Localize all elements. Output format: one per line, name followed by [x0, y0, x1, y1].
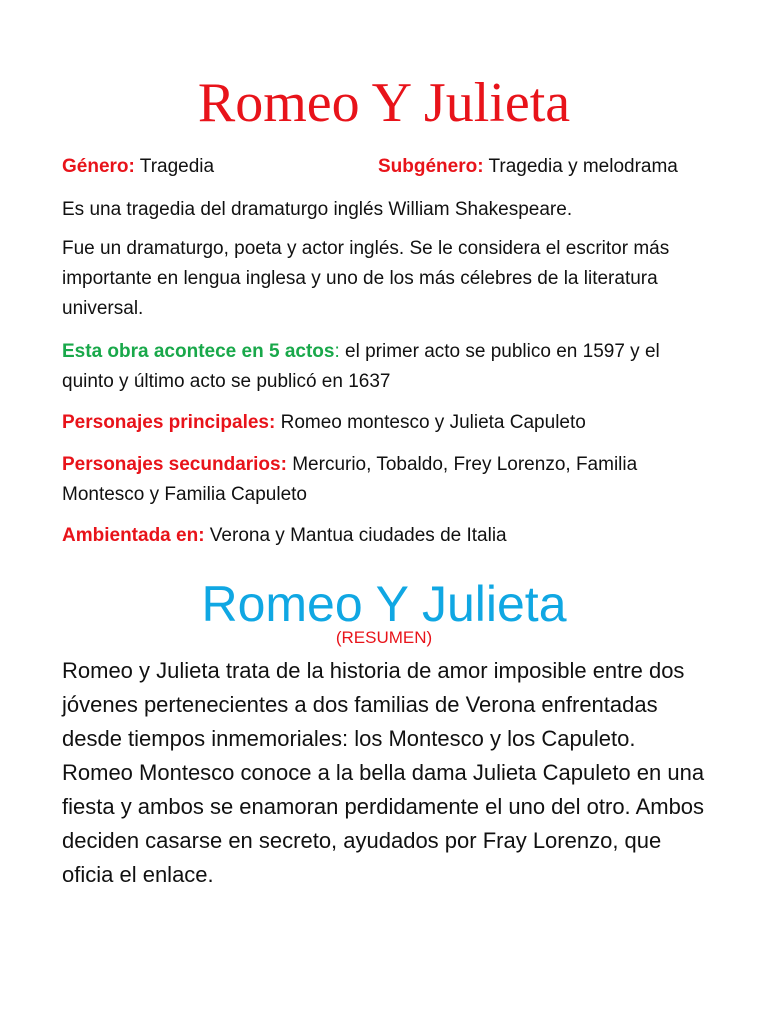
main-characters-value: Romeo montesco y Julieta Capuleto — [275, 412, 586, 433]
secondary-characters-value: Mercurio, Tobaldo, Frey Lorenzo, Familia Montesco y Familia Capuleto — [62, 454, 638, 505]
genre-field — [62, 152, 214, 182]
main-characters-label: Personajes principales: — [62, 412, 276, 433]
intro-paragraph: Es una tragedia del dramaturgo inglés William Shakespeare. — [62, 199, 573, 220]
main-characters-paragraph — [62, 408, 702, 438]
genre-label: Género: — [62, 156, 135, 177]
subgenre-value: Tragedia y melodrama — [488, 156, 678, 177]
setting-paragraph — [62, 521, 702, 551]
summary-paragraph: Romeo y Julieta trata de la historia de amor imposible entre dos jóvenes pertenecientes a dos familias de Verona enfrentadas desde tiempos inmemoriales: los Montesco y los Capuleto. Romeo Montesco conoce a la bella dama Julieta Capuleto en una fiesta y ambos se enamoran perdidamente el uno del otro. Ambos deciden casarse en secreto, ayudados por Fray Lorenzo, que oficia el enlace. — [62, 658, 705, 887]
setting-label: Ambientada en: — [62, 525, 205, 546]
secondary-characters-label: Personajes secundarios: — [62, 454, 287, 475]
summary-title: Romeo Y Julieta — [201, 576, 567, 632]
genre-value: Tragedia — [139, 156, 215, 177]
acts-paragraph — [62, 337, 702, 397]
acts-separator: : — [334, 341, 340, 362]
page-title: Romeo Y Julieta — [197, 72, 571, 134]
secondary-characters-paragraph — [62, 450, 682, 510]
setting-value: Verona y Mantua ciudades de Italia — [204, 525, 507, 546]
acts-text: el primer acto se publico en 1597 y el quinto y último acto se publicó en 1637 — [62, 341, 660, 392]
summary-label: (RESUMEN) — [335, 628, 433, 647]
acts-label: Esta obra acontece en 5 actos — [62, 341, 335, 362]
subgenre-field — [378, 152, 678, 182]
subgenre-label: Subgénero: — [378, 156, 484, 177]
author-bio-paragraph: Fue un dramaturgo, poeta y actor inglés. Se le considera el escritor más importante en lengua inglesa y uno de los más célebres de la literatura universal. — [62, 238, 670, 319]
